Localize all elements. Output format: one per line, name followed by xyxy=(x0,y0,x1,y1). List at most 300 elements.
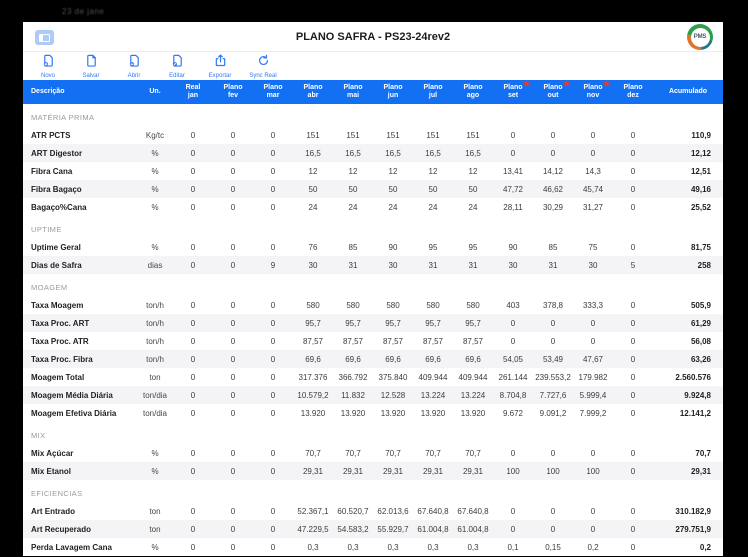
row-description: Uptime Geral xyxy=(31,242,81,252)
value-cell: 24 xyxy=(428,202,438,212)
value-cell: 13.920 xyxy=(340,408,366,418)
value-cell: 16,5 xyxy=(345,148,361,158)
value-cell: 12 xyxy=(308,166,318,176)
value-cell: 70,7 xyxy=(385,448,401,458)
value-cell: 0 xyxy=(630,466,636,476)
table-row[interactable] xyxy=(23,368,723,386)
value-cell: 0 xyxy=(230,184,236,194)
table-row[interactable] xyxy=(23,180,723,198)
sync-real-button-label: Sync Real xyxy=(249,72,277,79)
table-row[interactable] xyxy=(23,238,723,256)
table-body xyxy=(23,104,723,556)
value-cell: 0 xyxy=(270,300,276,310)
value-cell: 0 xyxy=(270,506,276,516)
row-description: Mix Açúcar xyxy=(31,448,74,458)
value-cell: 0 xyxy=(230,336,236,346)
value-cell: 0 xyxy=(270,318,276,328)
value-cell: 0 xyxy=(510,318,516,328)
column-header-un: Un. xyxy=(149,87,161,95)
row-unit: % xyxy=(151,448,159,458)
value-cell: 69,6 xyxy=(385,354,401,364)
table-row[interactable] xyxy=(23,256,723,274)
accumulated-cell: 29,31 xyxy=(690,466,711,476)
column-header-nov: Plano nov xyxy=(573,84,613,101)
value-cell: 54.583,2 xyxy=(337,524,369,534)
value-cell: 87,57 xyxy=(462,336,484,346)
row-unit: ton/h xyxy=(146,354,164,364)
value-cell: 5 xyxy=(630,260,636,270)
value-cell: 0 xyxy=(230,354,236,364)
value-cell: 90 xyxy=(508,242,518,252)
value-cell: 0 xyxy=(630,524,636,534)
row-unit: ton xyxy=(149,506,161,516)
value-cell: 0 xyxy=(230,506,236,516)
value-cell: 0 xyxy=(190,260,196,270)
row-unit: ton/dia xyxy=(142,408,168,418)
value-cell: 0 xyxy=(230,524,236,534)
alert-badge-icon xyxy=(524,81,529,86)
row-description: Dias de Safra xyxy=(31,260,82,270)
accumulated-cell: 2.560.576 xyxy=(675,372,711,382)
value-cell: 151 xyxy=(386,130,400,140)
value-cell: 0 xyxy=(270,202,276,212)
value-cell: 580 xyxy=(386,300,400,310)
table-row[interactable] xyxy=(23,502,723,520)
row-description: Taxa Moagem xyxy=(31,300,84,310)
document-edit-icon xyxy=(171,54,184,72)
value-cell: 47,67 xyxy=(582,354,604,364)
title-bar xyxy=(23,22,723,52)
value-cell: 13,41 xyxy=(502,166,524,176)
value-cell: 580 xyxy=(306,300,320,310)
value-cell: 95,7 xyxy=(345,318,361,328)
value-cell: 0 xyxy=(630,300,636,310)
value-cell: 0 xyxy=(190,542,196,552)
value-cell: 0,3 xyxy=(307,542,319,552)
value-cell: 9.672 xyxy=(502,408,524,418)
table-row[interactable] xyxy=(23,126,723,144)
value-cell: 0 xyxy=(630,202,636,212)
row-unit: ton xyxy=(149,524,161,534)
row-description: Moagem Média Diária xyxy=(31,390,113,400)
value-cell: 0 xyxy=(590,336,596,346)
app-window xyxy=(23,22,723,552)
value-cell: 0 xyxy=(630,408,636,418)
value-cell: 0 xyxy=(630,184,636,194)
value-cell: 95 xyxy=(468,242,478,252)
sync-icon xyxy=(257,54,270,72)
value-cell: 0 xyxy=(630,148,636,158)
value-cell: 69,6 xyxy=(425,354,441,364)
value-cell: 87,57 xyxy=(342,336,364,346)
save-button-label: Salvar xyxy=(82,72,100,79)
value-cell: 0 xyxy=(190,166,196,176)
value-cell: 12 xyxy=(388,166,398,176)
value-cell: 0 xyxy=(550,148,556,158)
value-cell: 0 xyxy=(630,336,636,346)
value-cell: 50 xyxy=(308,184,318,194)
section-label: MATÉRIA PRIMA xyxy=(31,113,95,122)
value-cell: 10.579,2 xyxy=(297,390,329,400)
value-cell: 239.553,2 xyxy=(535,372,571,382)
section-label: MIX xyxy=(31,431,46,440)
value-cell: 30 xyxy=(508,260,518,270)
value-cell: 95,7 xyxy=(465,318,481,328)
value-cell: 47.229,5 xyxy=(297,524,329,534)
value-cell: 0 xyxy=(230,148,236,158)
value-cell: 403 xyxy=(506,300,520,310)
value-cell: 29,31 xyxy=(382,466,404,476)
column-header-ago: Plano ago xyxy=(463,83,483,99)
value-cell: 16,5 xyxy=(305,148,321,158)
value-cell: 30 xyxy=(588,260,598,270)
table-row[interactable] xyxy=(23,350,723,368)
column-header-jul: Plano jul xyxy=(423,83,443,99)
value-cell: 70,7 xyxy=(425,448,441,458)
value-cell: 90 xyxy=(388,242,398,252)
row-unit: Kg/tc xyxy=(145,130,165,140)
row-description: Taxa Proc. Fibra xyxy=(31,354,93,364)
section-label: UPTIME xyxy=(31,225,62,234)
value-cell: 12 xyxy=(468,166,478,176)
row-description: ART Digestor xyxy=(31,148,83,158)
value-cell: 0 xyxy=(550,336,556,346)
value-cell: 0 xyxy=(270,408,276,418)
value-cell: 0,3 xyxy=(387,542,399,552)
export-button-label: Exportar xyxy=(208,72,232,79)
accumulated-cell: 258 xyxy=(697,260,711,270)
row-description: Fibra Bagaço xyxy=(31,184,82,194)
row-unit: % xyxy=(151,148,159,158)
accumulated-cell: 81,75 xyxy=(690,242,711,252)
value-cell: 0 xyxy=(590,524,596,534)
table-row[interactable] xyxy=(23,332,723,350)
value-cell: 76 xyxy=(308,242,318,252)
new-button-label: Novo xyxy=(40,72,55,79)
value-cell: 0 xyxy=(630,448,636,458)
value-cell: 0 xyxy=(590,318,596,328)
row-unit: ton/h xyxy=(146,300,164,310)
sidebar-toggle-icon[interactable] xyxy=(35,30,54,45)
value-cell: 100 xyxy=(506,466,520,476)
value-cell: 0 xyxy=(230,466,236,476)
value-cell: 580 xyxy=(426,300,440,310)
value-cell: 31 xyxy=(348,260,358,270)
column-header-dez: Plano dez xyxy=(623,83,643,99)
accumulated-cell: 110,9 xyxy=(691,130,711,140)
value-cell: 85 xyxy=(348,242,358,252)
value-cell: 366.792 xyxy=(338,372,368,382)
value-cell: 50 xyxy=(348,184,358,194)
alert-badge-icon xyxy=(604,81,609,86)
table-row[interactable] xyxy=(23,386,723,404)
sync-real-button[interactable] xyxy=(248,54,278,79)
value-cell: 0 xyxy=(550,506,556,516)
value-cell: 0 xyxy=(230,372,236,382)
edit-button[interactable] xyxy=(162,54,192,79)
value-cell: 0 xyxy=(630,542,636,552)
value-cell: 0 xyxy=(270,542,276,552)
accumulated-cell: 12.141,2 xyxy=(679,408,711,418)
row-description: Taxa Proc. ATR xyxy=(31,336,89,346)
value-cell: 151 xyxy=(466,130,480,140)
value-cell: 0 xyxy=(190,318,196,328)
value-cell: 0 xyxy=(190,336,196,346)
value-cell: 12 xyxy=(348,166,358,176)
value-cell: 13.224 xyxy=(460,390,486,400)
value-cell: 29,31 xyxy=(462,466,484,476)
accumulated-cell: 279.751,9 xyxy=(675,524,711,534)
section-label: EFICIENCIAS xyxy=(31,489,83,498)
alert-badge-icon xyxy=(564,81,569,86)
value-cell: 0,3 xyxy=(427,542,439,552)
value-cell: 5.999,4 xyxy=(579,390,607,400)
value-cell: 375.840 xyxy=(378,372,408,382)
table-row[interactable] xyxy=(23,444,723,462)
value-cell: 30 xyxy=(308,260,318,270)
value-cell: 0 xyxy=(190,408,196,418)
value-cell: 0,3 xyxy=(467,542,479,552)
value-cell: 0 xyxy=(190,448,196,458)
value-cell: 0 xyxy=(630,354,636,364)
column-header-descrio: Descrição xyxy=(31,87,65,95)
value-cell: 0 xyxy=(630,166,636,176)
value-cell: 333,3 xyxy=(582,300,604,310)
value-cell: 317.376 xyxy=(298,372,328,382)
share-icon xyxy=(214,54,227,72)
value-cell: 0 xyxy=(230,202,236,212)
value-cell: 70,7 xyxy=(465,448,481,458)
value-cell: 55.929,7 xyxy=(377,524,409,534)
value-cell: 13.920 xyxy=(300,408,326,418)
value-cell: 7.999,2 xyxy=(579,408,607,418)
value-cell: 24 xyxy=(348,202,358,212)
value-cell: 87,57 xyxy=(422,336,444,346)
value-cell: 29,31 xyxy=(302,466,324,476)
accumulated-cell: 0,2 xyxy=(699,542,711,552)
accumulated-cell: 63,26 xyxy=(690,354,711,364)
value-cell: 54,05 xyxy=(502,354,524,364)
row-unit: % xyxy=(151,184,159,194)
value-cell: 0 xyxy=(270,466,276,476)
value-cell: 31 xyxy=(428,260,438,270)
value-cell: 0 xyxy=(630,390,636,400)
value-cell: 0 xyxy=(630,372,636,382)
value-cell: 0 xyxy=(230,130,236,140)
value-cell: 11.832 xyxy=(341,390,365,400)
row-unit: ton/h xyxy=(146,318,164,328)
column-header-jun: Plano jun xyxy=(383,83,403,99)
value-cell: 8.704,8 xyxy=(499,390,527,400)
column-header-fev: Plano fev xyxy=(223,83,243,99)
value-cell: 67.640,8 xyxy=(417,506,449,516)
value-cell: 0 xyxy=(230,166,236,176)
value-cell: 30 xyxy=(388,260,398,270)
value-cell: 261.144 xyxy=(498,372,528,382)
value-cell: 24 xyxy=(468,202,478,212)
value-cell: 0 xyxy=(190,524,196,534)
value-cell: 0 xyxy=(230,408,236,418)
value-cell: 0 xyxy=(270,242,276,252)
value-cell: 0 xyxy=(590,448,596,458)
value-cell: 13.920 xyxy=(460,408,486,418)
value-cell: 87,57 xyxy=(382,336,404,346)
accumulated-cell: 9.924,8 xyxy=(684,390,711,400)
value-cell: 0 xyxy=(590,130,596,140)
value-cell: 13.224 xyxy=(420,390,446,400)
value-cell: 0 xyxy=(230,318,236,328)
row-description: Art Recuperado xyxy=(31,524,92,534)
table-row[interactable] xyxy=(23,462,723,480)
value-cell: 0 xyxy=(510,130,516,140)
value-cell: 16,5 xyxy=(385,148,401,158)
value-cell: 0 xyxy=(270,354,276,364)
value-cell: 0,15 xyxy=(545,542,561,552)
row-description: Bagaço%Cana xyxy=(31,202,87,212)
table-row[interactable] xyxy=(23,162,723,180)
value-cell: 0 xyxy=(190,300,196,310)
document-save-icon xyxy=(85,54,98,72)
column-header-abr: Plano abr xyxy=(303,83,323,99)
accumulated-cell: 310.182,9 xyxy=(675,506,711,516)
value-cell: 50 xyxy=(388,184,398,194)
value-cell: 14,3 xyxy=(585,166,601,176)
value-cell: 151 xyxy=(426,130,440,140)
column-header-mai: Plano mai xyxy=(343,83,363,99)
value-cell: 67.640,8 xyxy=(457,506,489,516)
table-row[interactable] xyxy=(23,144,723,162)
accumulated-cell: 25,52 xyxy=(690,202,711,212)
value-cell: 0 xyxy=(190,372,196,382)
table-row[interactable] xyxy=(23,404,723,422)
value-cell: 95,7 xyxy=(425,318,441,328)
value-cell: 60.520,7 xyxy=(337,506,369,516)
row-unit: dias xyxy=(147,260,163,270)
value-cell: 87,57 xyxy=(302,336,324,346)
value-cell: 0 xyxy=(510,524,516,534)
value-cell: 31 xyxy=(548,260,558,270)
row-unit: % xyxy=(151,202,159,212)
value-cell: 0 xyxy=(190,202,196,212)
value-cell: 29,31 xyxy=(342,466,364,476)
accumulated-cell: 12,51 xyxy=(690,166,711,176)
value-cell: 179.982 xyxy=(578,372,608,382)
value-cell: 50 xyxy=(428,184,438,194)
value-cell: 45,74 xyxy=(582,184,604,194)
column-header-acumulado: Acumulado xyxy=(668,87,708,95)
value-cell: 0 xyxy=(270,336,276,346)
row-description: Mix Etanol xyxy=(31,466,72,476)
value-cell: 0 xyxy=(190,506,196,516)
value-cell: 0 xyxy=(190,148,196,158)
accumulated-cell: 505,9 xyxy=(690,300,711,310)
accumulated-cell: 12,12 xyxy=(690,148,711,158)
value-cell: 95 xyxy=(428,242,438,252)
export-button[interactable] xyxy=(205,54,235,79)
document-open-icon xyxy=(128,54,141,72)
value-cell: 0 xyxy=(630,506,636,516)
value-cell: 0 xyxy=(230,542,236,552)
row-unit: ton/h xyxy=(146,336,164,346)
value-cell: 0 xyxy=(190,390,196,400)
value-cell: 7.727,6 xyxy=(539,390,567,400)
new-button[interactable] xyxy=(33,54,63,79)
accumulated-cell: 49,16 xyxy=(690,184,711,194)
value-cell: 62.013,6 xyxy=(377,506,409,516)
value-cell: 0 xyxy=(550,448,556,458)
value-cell: 31,27 xyxy=(582,202,604,212)
value-cell: 0 xyxy=(270,148,276,158)
value-cell: 151 xyxy=(346,130,360,140)
value-cell: 0 xyxy=(270,390,276,400)
table-row[interactable] xyxy=(23,538,723,556)
row-unit: % xyxy=(151,242,159,252)
row-unit: % xyxy=(151,542,159,552)
value-cell: 61.004,8 xyxy=(457,524,489,534)
value-cell: 24 xyxy=(308,202,318,212)
table-row[interactable] xyxy=(23,314,723,332)
value-cell: 0,3 xyxy=(347,542,359,552)
section-label: MOAGEM xyxy=(31,283,68,292)
value-cell: 61.004,8 xyxy=(417,524,449,534)
background-text-fragment: 23 de jane xyxy=(62,7,105,16)
value-cell: 0 xyxy=(230,260,236,270)
value-cell: 0 xyxy=(270,166,276,176)
value-cell: 75 xyxy=(588,242,598,252)
value-cell: 14,12 xyxy=(542,166,564,176)
open-button[interactable] xyxy=(119,54,149,79)
value-cell: 0 xyxy=(630,318,636,328)
value-cell: 9.091,2 xyxy=(539,408,567,418)
value-cell: 53,49 xyxy=(542,354,564,364)
value-cell: 69,6 xyxy=(465,354,481,364)
value-cell: 52.367,1 xyxy=(297,506,329,516)
value-cell: 16,5 xyxy=(465,148,481,158)
table-row[interactable] xyxy=(23,520,723,538)
row-description: Taxa Proc. ART xyxy=(31,318,90,328)
accumulated-cell: 61,29 xyxy=(690,318,711,328)
value-cell: 0 xyxy=(550,524,556,534)
value-cell: 0 xyxy=(630,242,636,252)
value-cell: 13.920 xyxy=(420,408,446,418)
save-button[interactable] xyxy=(76,54,106,79)
value-cell: 50 xyxy=(468,184,478,194)
table-header-row xyxy=(23,80,723,104)
value-cell: 0 xyxy=(510,448,516,458)
value-cell: 70,7 xyxy=(345,448,361,458)
row-unit: ton xyxy=(149,372,161,382)
value-cell: 580 xyxy=(466,300,480,310)
table-row[interactable] xyxy=(23,198,723,216)
value-cell: 30,29 xyxy=(542,202,564,212)
pms-logo-text: PMS xyxy=(691,28,710,47)
value-cell: 0,2 xyxy=(587,542,599,552)
column-header-mar: Plano mar xyxy=(263,83,283,99)
value-cell: 70,7 xyxy=(305,448,321,458)
value-cell: 0 xyxy=(230,448,236,458)
value-cell: 151 xyxy=(306,130,320,140)
value-cell: 69,6 xyxy=(345,354,361,364)
value-cell: 24 xyxy=(388,202,398,212)
value-cell: 28,11 xyxy=(503,202,523,212)
value-cell: 0 xyxy=(270,184,276,194)
value-cell: 46,62 xyxy=(542,184,564,194)
value-cell: 409.944 xyxy=(418,372,448,382)
table-row[interactable] xyxy=(23,296,723,314)
row-description: Moagem Efetiva Diária xyxy=(31,408,117,418)
value-cell: 12 xyxy=(428,166,438,176)
pms-logo-icon xyxy=(687,24,713,50)
